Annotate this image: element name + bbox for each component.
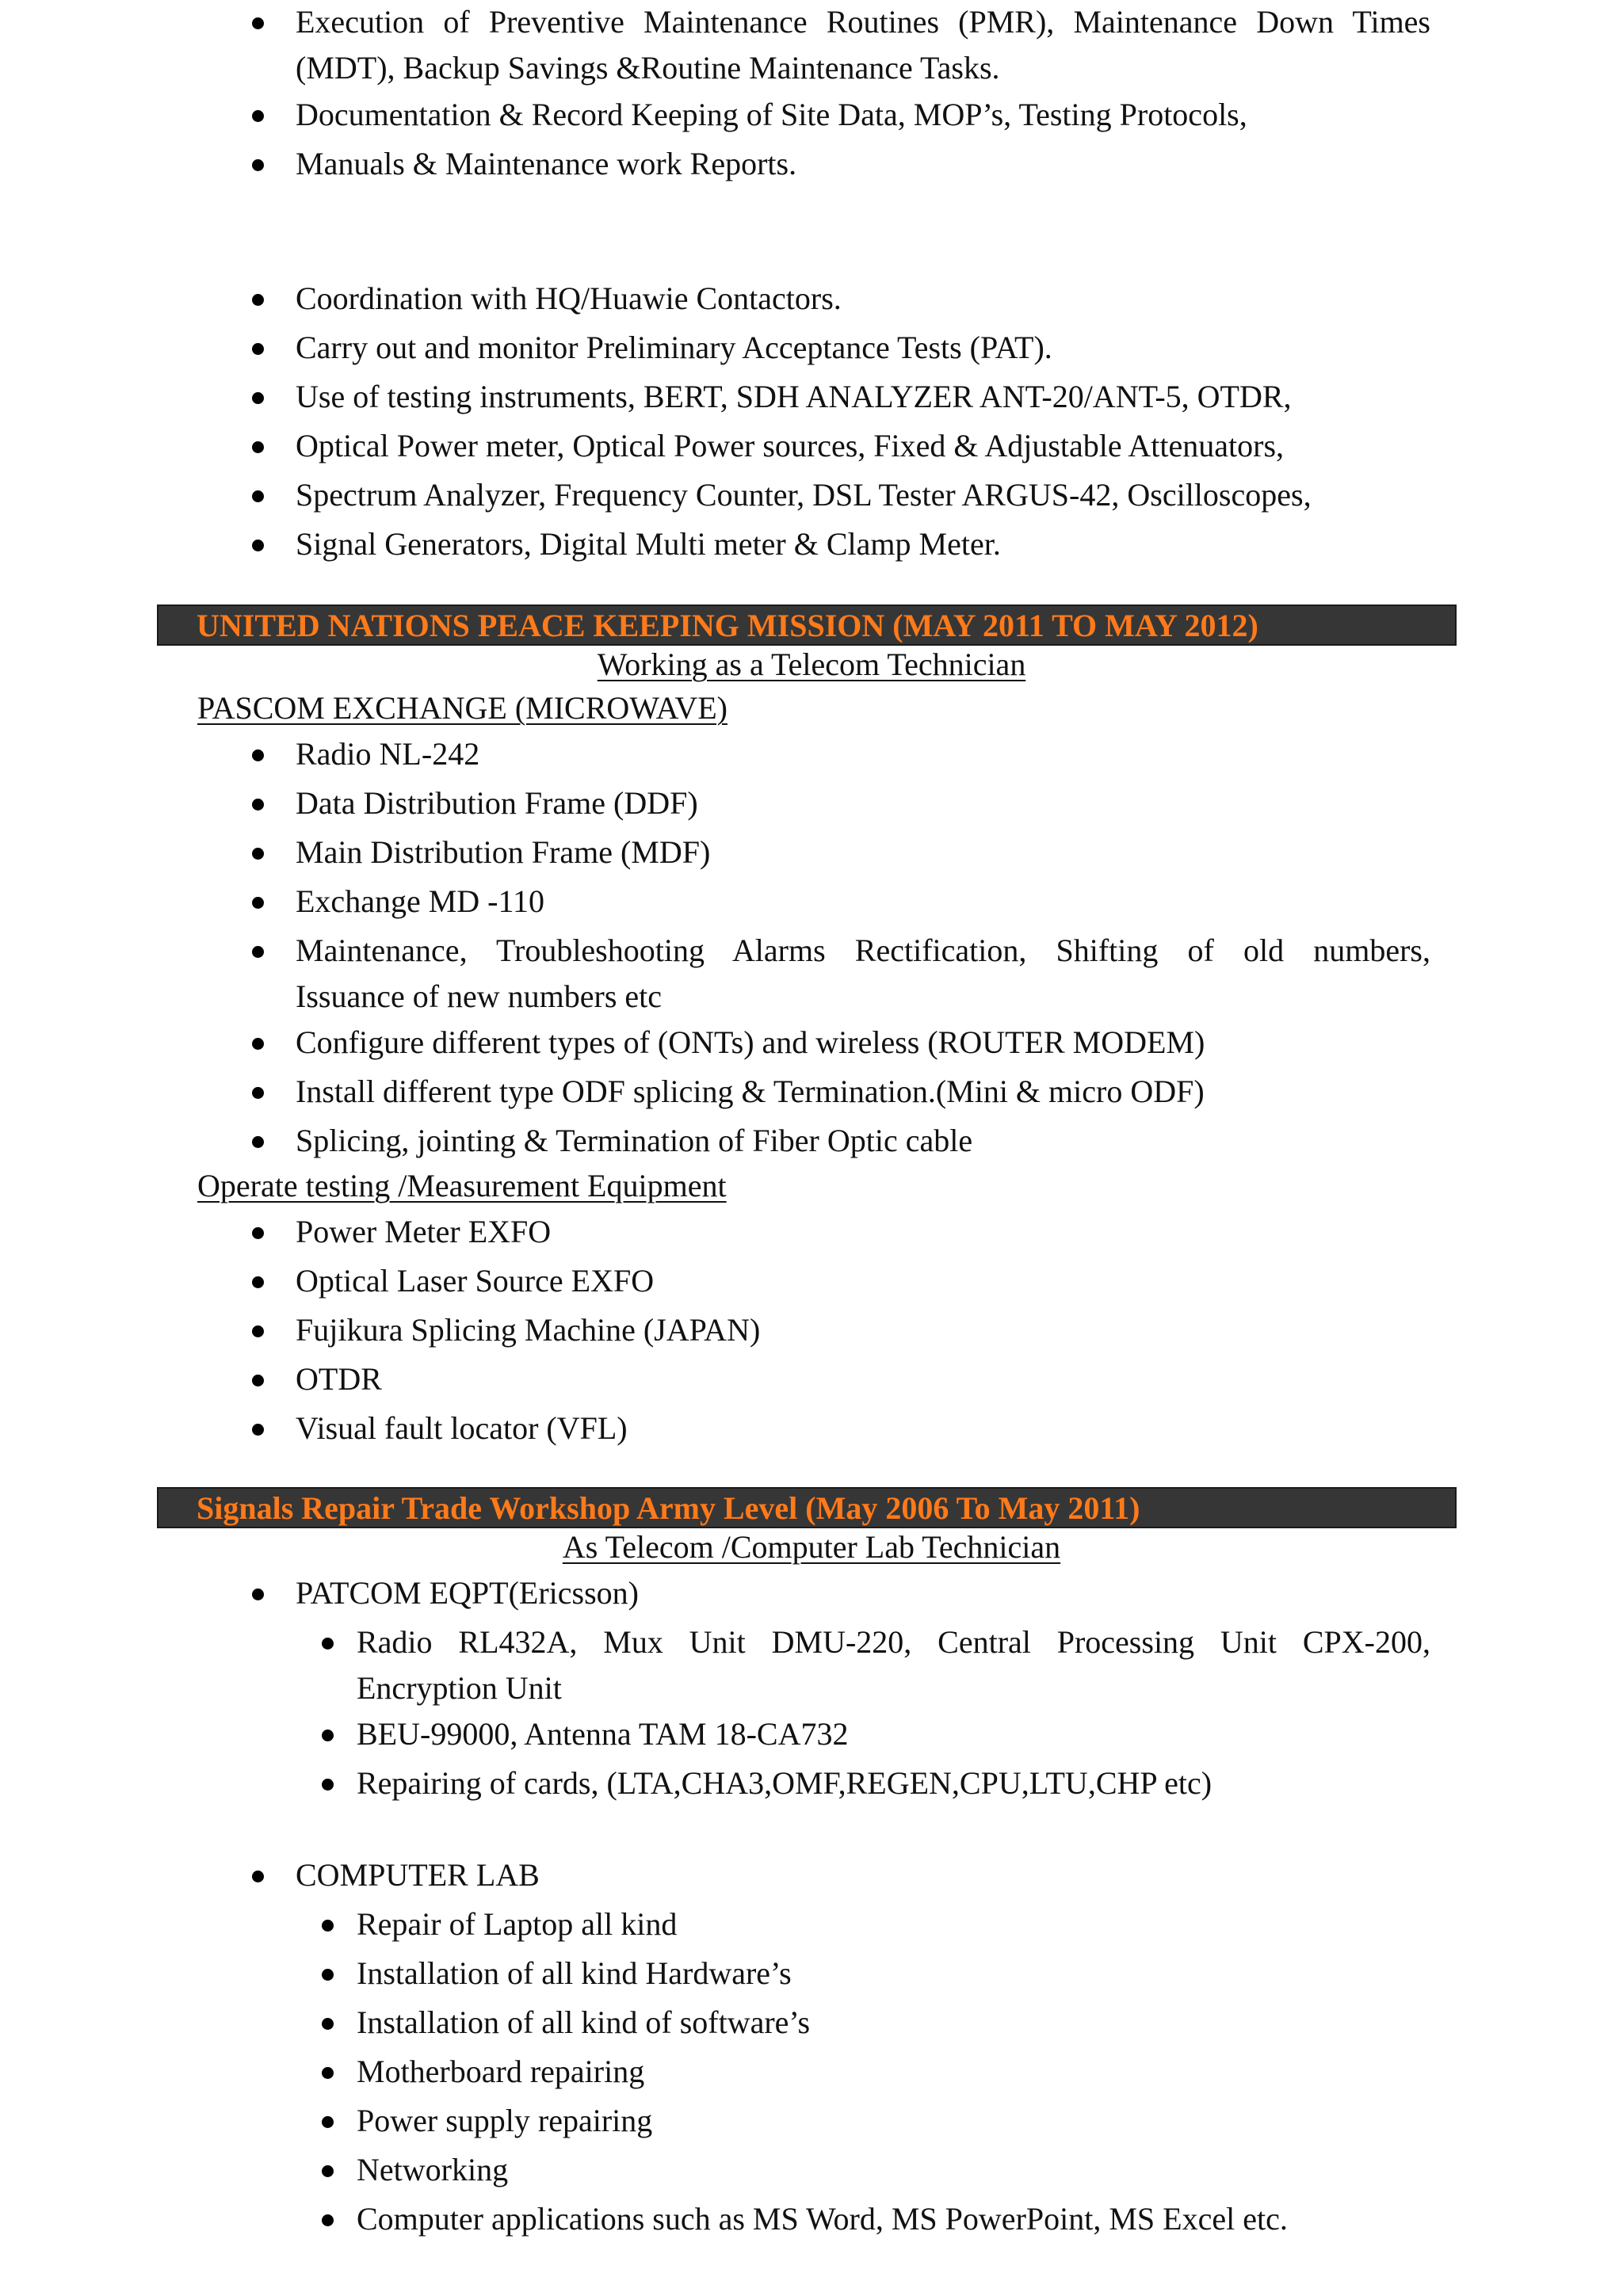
bullet-dot xyxy=(252,897,264,909)
bullet-dot xyxy=(322,2116,334,2128)
bullet-dot xyxy=(322,1638,334,1650)
list-item: Manuals & Maintenance work Reports. xyxy=(296,146,797,181)
bullet-dot xyxy=(252,1038,264,1050)
bullet-dot xyxy=(322,1730,334,1741)
list-item: Use of testing instruments, BERT, SDH ANALYZER ANT-20/ANT-5, OTDR, xyxy=(296,379,1292,414)
list-item: Motherboard repairing xyxy=(357,2054,645,2089)
role-subtitle: Working as a Telecom Technician xyxy=(597,646,1026,682)
bullet-dot xyxy=(252,294,264,306)
list-item: Main Distribution Frame (MDF) xyxy=(296,834,711,870)
list-item: Power Meter EXFO xyxy=(296,1214,552,1249)
bullet-dot xyxy=(252,159,264,171)
bullet-dot xyxy=(252,946,264,958)
bullet-dot xyxy=(252,1871,264,1882)
list-item-continuation: Issuance of new numbers etc xyxy=(296,978,663,1014)
list-item: Exchange MD -110 xyxy=(296,883,544,919)
list-item: BEU-99000, Antenna TAM 18-CA732 xyxy=(357,1716,849,1752)
list-item: Repair of Laptop all kind xyxy=(357,1906,678,1942)
list-item: Install different type ODF splicing & Termination.(Mini & micro ODF) xyxy=(296,1074,1205,1109)
list-item: Power supply repairing xyxy=(357,2103,653,2138)
list-item: Documentation & Record Keeping of Site Data, MOP’s, Testing Protocols, xyxy=(296,97,1247,132)
bullet-dot xyxy=(252,848,264,860)
bullet-dot xyxy=(252,749,264,761)
bullet-dot xyxy=(252,1227,264,1239)
section-header-signals-workshop xyxy=(157,1487,1457,1528)
list-item: Repairing of cards, (LTA,CHA3,OMF,REGEN,CPU,LTU,CHP etc) xyxy=(357,1765,1212,1801)
bullet-dot xyxy=(252,343,264,355)
list-item: Installation of all kind of software’s xyxy=(357,2004,811,2040)
list-item: PATCOM EQPT(Ericsson) xyxy=(296,1575,639,1611)
bullet-dot xyxy=(252,1589,264,1600)
role-subtitle: As Telecom /Computer Lab Technician xyxy=(562,1529,1061,1565)
list-item: Fujikura Splicing Machine (JAPAN) xyxy=(296,1312,761,1348)
bullet-dot xyxy=(322,1920,334,1932)
bullet-dot xyxy=(252,799,264,810)
list-item: Data Distribution Frame (DDF) xyxy=(296,785,698,821)
bullet-dot xyxy=(252,1375,264,1386)
list-item: Execution of Preventive Maintenance Routines (PMR), Maintenance Down Times xyxy=(296,4,1430,40)
list-item: COMPUTER LAB xyxy=(296,1857,540,1893)
list-item: Optical Laser Source EXFO xyxy=(296,1263,655,1299)
subsection-heading: Operate testing /Measurement Equipment xyxy=(197,1168,727,1203)
bullet-dot xyxy=(252,1136,264,1148)
bullet-dot xyxy=(252,17,264,29)
list-item: Networking xyxy=(357,2152,509,2187)
section-title: Signals Repair Trade Workshop Army Level (May 2006 To May 2011) xyxy=(197,1490,1140,1526)
list-item: Maintenance, Troubleshooting Alarms Rectification, Shifting of old numbers, xyxy=(296,933,1430,968)
list-item: Visual fault locator (VFL) xyxy=(296,1410,628,1446)
list-item: Spectrum Analyzer, Frequency Counter, DSL Tester ARGUS-42, Oscilloscopes, xyxy=(296,477,1312,513)
bullet-dot xyxy=(322,1779,334,1791)
bullet-dot xyxy=(252,392,264,404)
bullet-dot xyxy=(252,1087,264,1099)
bullet-dot xyxy=(322,2067,334,2079)
bullet-dot xyxy=(252,540,264,551)
bullet-dot xyxy=(322,2214,334,2226)
list-item: Computer applications such as MS Word, MS PowerPoint, MS Excel etc. xyxy=(357,2201,1288,2237)
bullet-dot xyxy=(322,2018,334,2030)
list-item: Configure different types of (ONTs) and wireless (ROUTER MODEM) xyxy=(296,1024,1205,1060)
list-item: Splicing, jointing & Termination of Fiber Optic cable xyxy=(296,1123,973,1158)
list-item: Radio RL432A, Mux Unit DMU-220, Central Processing Unit CPX-200, xyxy=(357,1624,1430,1660)
section-header-un-mission xyxy=(157,605,1457,646)
list-item-continuation: (MDT), Backup Savings &Routine Maintenance Tasks. xyxy=(296,50,1000,86)
bullet-dot xyxy=(252,1276,264,1288)
bullet-dot xyxy=(252,110,264,122)
bullet-dot xyxy=(252,441,264,453)
list-item: Signal Generators, Digital Multi meter & Clamp Meter. xyxy=(296,526,1001,562)
bullet-dot xyxy=(322,1969,334,1981)
list-item: Optical Power meter, Optical Power sources, Fixed & Adjustable Attenuators, xyxy=(296,428,1285,463)
section-title: UNITED NATIONS PEACE KEEPING MISSION (MAY 2011 TO MAY 2012) xyxy=(197,608,1258,643)
list-item: Carry out and monitor Preliminary Acceptance Tests (PAT). xyxy=(296,330,1052,365)
list-item: Coordination with HQ/Huawie Contactors. xyxy=(296,280,842,316)
bullet-dot xyxy=(252,1325,264,1337)
list-item: Radio NL-242 xyxy=(296,736,480,772)
bullet-dot xyxy=(252,490,264,502)
list-item: OTDR xyxy=(296,1361,382,1397)
subsection-heading: PASCOM EXCHANGE (MICROWAVE) xyxy=(197,690,727,726)
list-item-continuation: Encryption Unit xyxy=(357,1670,562,1706)
bullet-dot xyxy=(252,1424,264,1436)
bullet-dot xyxy=(322,2165,334,2177)
list-item: Installation of all kind Hardware’s xyxy=(357,1955,792,1991)
